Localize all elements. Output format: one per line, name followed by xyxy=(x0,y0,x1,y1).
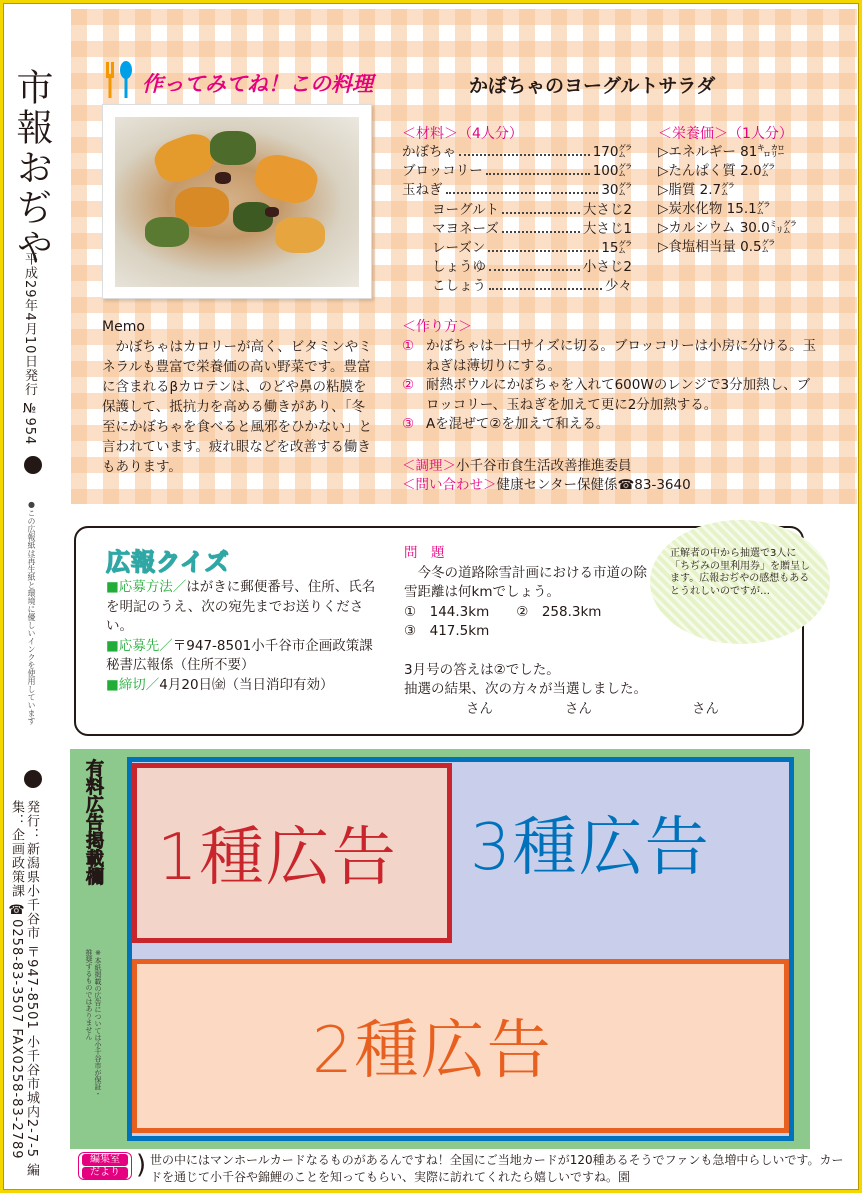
editor-note: 世の中にはマンホールカードなるものがあるんですね！全国にご当地カードが120種あるそうでファンも急増中らしいです。カードを通じて小千谷や錦鯉のことを知ってもらい、実際に訪れてくれたら嬉しいですね。園 xyxy=(150,1153,844,1184)
nutrition-title: ＜栄養価＞（1人分） xyxy=(658,126,793,142)
list-item: ヨーグルト 大さじ2 xyxy=(432,201,632,218)
winners-intro: 抽選の結果、次の方々が当選しました。 xyxy=(404,681,647,697)
question-text: 今冬の道路除雪計画における市道の除雪距離は何kmでしょう。 xyxy=(404,564,647,600)
list-item: ③ Aを混ぜて②を加えて和える。 xyxy=(402,416,610,432)
method-title: ＜作り方＞ xyxy=(402,319,472,335)
list-item: ▷脂質 2.7㌘ xyxy=(658,182,735,198)
recipe-contact xyxy=(402,457,691,495)
bullet-dot xyxy=(24,770,42,788)
bracket-icon: ) xyxy=(136,1150,147,1180)
list-item: かぼちゃ 170㌘ xyxy=(402,144,632,160)
contact-value: 健康センター保健係☎83-3640 xyxy=(496,477,691,493)
fork-spoon-icon xyxy=(102,60,136,100)
quiz-question xyxy=(404,544,719,719)
bullet-dot xyxy=(24,456,42,474)
list-item: こしょう 少々 xyxy=(432,278,632,295)
eco-note: ●この広報紙は再生紙と環境に優しいインクを使用しています xyxy=(27,500,36,725)
list-item: 玉ねぎ 30㌘ xyxy=(402,182,632,199)
list-item: ▷炭水化物 15.1㌘ xyxy=(658,201,771,217)
ingredients-list xyxy=(402,123,632,297)
winners-list: さん さん さん xyxy=(466,700,719,717)
recipe-heading: 作ってみてね！この料理 xyxy=(142,72,373,96)
ad-section xyxy=(70,749,810,1149)
newsletter-page xyxy=(3,3,859,1190)
ad-type3-label: 3種広告 xyxy=(470,811,711,885)
method-section xyxy=(402,317,822,435)
list-item: ① かぼちゃは一口サイズに切る。ブロッコリーは小房に分ける。玉ねぎは薄切りにする。 xyxy=(402,338,817,374)
ad-type1-label: 1種広告 xyxy=(157,821,398,895)
dish-image xyxy=(115,117,359,287)
quiz-option: ③ 417.5km xyxy=(404,623,490,639)
editor-badge xyxy=(78,1152,132,1180)
list-item: しょうゆ 小さじ2 xyxy=(432,259,632,276)
ads-label: 有料広告掲載欄 xyxy=(83,759,104,885)
editor-line: 編集：企画政策課 ☎0258-83-3507 FAX0258-83-2789 xyxy=(9,800,39,1178)
list-item: ▷食塩相当量 0.5㌘ xyxy=(658,239,776,255)
ingredients-title: ＜材料＞（4人分） xyxy=(402,126,523,142)
cook-value: 小千谷市食生活改善推進委員 xyxy=(456,458,632,474)
quiz-options: ① 144.3km ② 258.3km xyxy=(404,603,602,620)
list-item: ▷たんぱく質 2.0㌘ xyxy=(658,163,776,179)
quiz-title: 広報クイズ xyxy=(106,548,230,576)
ad-type2[interactable] xyxy=(132,959,789,1133)
list-item: ▷エネルギー 81㌔㌍ xyxy=(658,144,785,160)
question-label: 問 題 xyxy=(404,545,445,561)
list-item: ブロッコリー 100㌘ xyxy=(402,163,632,180)
masthead-title: 市報おぢや xyxy=(10,68,53,268)
list-item: ② 耐熱ボウルにかぼちゃを入れて600Wのレンジで3分加熱し、ブロッコリー、玉ねぎを加えて更に2分加熱する。 xyxy=(402,377,811,413)
last-answer: 3月号の答えは②でした。 xyxy=(404,661,560,678)
sidebar xyxy=(4,4,64,1191)
ad-type2-label: 2種広告 xyxy=(312,1014,553,1088)
list-item: レーズン 15㌘ xyxy=(432,240,632,257)
contact-label: ＜問い合わせ＞ xyxy=(402,477,497,493)
publisher-line: 発行：新潟県小千谷市 〒947-8501 小千谷市城内2-7-5 xyxy=(24,800,39,1159)
ad-type1[interactable] xyxy=(132,763,452,943)
list-item: マヨネーズ 大さじ1 xyxy=(432,220,632,237)
dish-photo xyxy=(102,104,372,299)
memo-title: Memo xyxy=(102,319,145,335)
memo-text: かぼちゃはカロリーが高く、ビタミンやミネラルも豊富で栄養価の高い野菜です。豊富に含まれるβカロテンは、のどや鼻の粘膜を保護して、抵抗力を高める働きがあり、「冬至にかぼちゃを食べると風邪をひかない」と言われています。疲れ眼などを改善する働きもあります。 xyxy=(102,339,372,475)
badge-line: 編集室 xyxy=(82,1154,128,1166)
publisher-info xyxy=(9,800,39,1191)
quiz-entry-info: ■応募方法／はがきに郵便番号、住所、氏名を明記のうえ、次の宛先までお送りください。 ■応募先／〒947-8501小千谷市企画政策課秘書広報係（住所不要） ■締切／4月20日㈮（当日消印有効） xyxy=(106,579,376,693)
recipe-name: かぼちゃのヨーグルトサラダ xyxy=(469,75,716,97)
badge-line: だより xyxy=(82,1167,128,1179)
nutrition-list xyxy=(658,123,848,257)
list-item: ▷カルシウム 30.0㍉㌘ xyxy=(658,220,797,236)
cook-label: ＜調理＞ xyxy=(402,458,456,474)
ads-note: ※本紙掲載の広告については小千谷市が保証・推奨するものではありません xyxy=(85,949,102,1097)
memo-section xyxy=(102,317,378,477)
issue-date: 平成29年4月10日発行 №954 xyxy=(22,252,37,446)
prize-bubble: 正解者の中から抽選で3人に「ちぢみの里利用券」を贈呈します。広報おぢやの感想もあるとうれしいのですが… xyxy=(650,520,830,644)
